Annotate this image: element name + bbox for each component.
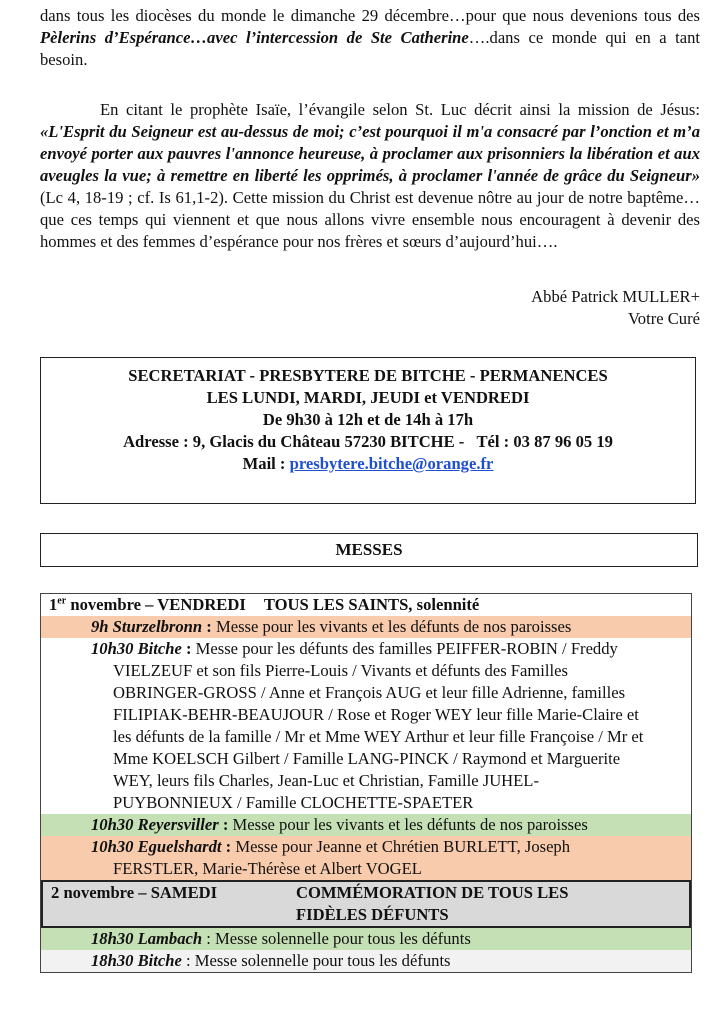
mass-time-place: 10h30 Eguelshardt (91, 837, 222, 856)
sep: : (221, 837, 236, 856)
sep: : (202, 617, 216, 636)
messes-table (40, 593, 692, 973)
mass-time-place: 18h30 Lambach (91, 929, 203, 948)
secretariat-box (40, 357, 696, 504)
sep: : (181, 639, 196, 658)
sep: : (218, 815, 233, 834)
text: ….dans ce monde qui en a tant besoin. (40, 28, 701, 69)
mass-intention: Messe pour Jeanne et Chrétien BURLETT, Joseph FERSTLER, Marie-Thérèse et Albert VOGEL (113, 837, 571, 878)
signature (531, 286, 700, 330)
mass-entry (41, 616, 691, 638)
mass-intention: Messe pour les vivants et les défunts de nos paroisses (215, 617, 572, 636)
emphasis: Pèlerins d’Espérance…avec l’intercession de Ste Catherine (40, 28, 469, 47)
date: 2 novembre – SAMEDI (51, 883, 218, 902)
mail-label: Mail : (242, 454, 290, 473)
mass-entry (41, 928, 691, 950)
secretariat-line: SECRETARIAT - PRESBYTERE DE BITCHE - PERMANENCES (128, 366, 608, 385)
mass-entry (41, 836, 691, 880)
quote: «L'Esprit du Seigneur est au-dessus de moi; c’est pourquoi il m'a consacré par l’onction et m’a envoyé porter aux pauvres l'annonce heureuse, à proclamer aux prisonniers la libération et aux aveugles la vue; à remettre en liberté les opprimés, à proclamer l'année de grâce du Seigneur» (40, 122, 700, 185)
mass-intention: Messe pour les vivants et les défunts de nos paroisses (232, 815, 588, 834)
date: 1 (49, 595, 58, 614)
mass-time-place: 10h30 Bitche (91, 639, 182, 658)
intro-paragraph-2 (40, 99, 700, 253)
text: En citant le prophète Isaïe, l’évangile selon St. Luc décrit ainsi la mission de Jésus: (100, 100, 700, 119)
signature-title: Votre Curé (627, 309, 700, 328)
feast: COMMÉMORATION DE TOUS LES FIDÈLES DÉFUNTS (296, 883, 569, 924)
mass-time-place: 10h30 Reyersviller (91, 815, 219, 834)
mass-entry (41, 950, 691, 972)
text: dans tous les diocèses du monde le dimanche 29 décembre…pour que nous devenions tous des (40, 6, 700, 25)
feast: TOUS LES SAINTS, solennité (263, 595, 480, 614)
intro-paragraph-1 (40, 5, 700, 71)
text: (Lc 4, 18-19 ; cf. Is 61,1-2). Cette mission du Christ est devenue nôtre au jour de notre baptême…que ces temps qui viennent et que nous allons vivre ensemble nous encouragent à devenir des hommes et des femmes d’espérance pour nos frères et sœurs d’aujourd’hui…. (40, 188, 700, 251)
secretariat-line: De 9h30 à 12h et de 14h à 17h (262, 410, 474, 429)
mass-entry (41, 638, 691, 814)
mass-time-place: 18h30 Bitche (91, 951, 182, 970)
date: novembre – VENDREDI (66, 595, 246, 614)
signature-name: Abbé Patrick MULLER+ (531, 287, 700, 306)
mass-entry (41, 814, 691, 836)
sep: : (181, 951, 195, 970)
mass-intention: Messe solennelle pour tous les défunts (194, 951, 451, 970)
day-header (41, 880, 691, 928)
date-sup: er (57, 595, 67, 607)
mass-intention: Messe pour les défunts des familles PEIFFER-ROBIN / Freddy VIELZEUF et son fils Pierre-Louis / Vivants et défunts des Familles OBRINGER-GROSS / Anne et François AUG et leur fille Adrienne, familles FILIPIAK-BEHR-BEAUJOUR / Rose et Roger WEY leur fille Marie-Claire et les défunts de la famille / Mr et Mme WEY Arthur et leur fille Françoise / Mr et Mme KOELSCH Gilbert / Famille LANG-PINCK / Raymond et Marguerite WEY, leurs fils Charles, Jean-Luc et Christian, Famille JUHEL-PUYBONNIEUX / Famille CLOCHETTE-SPAETER (113, 639, 644, 812)
secretariat-line: LES LUNDI, MARDI, JEUDI et VENDREDI (206, 388, 530, 407)
secretariat-mail (41, 453, 695, 475)
mass-time-place: 9h Sturzelbronn (91, 617, 203, 636)
messes-title: MESSES (40, 533, 698, 567)
mail-link[interactable]: presbytere.bitche@orange.fr (289, 454, 494, 473)
secretariat-line: Adresse : 9, Glacis du Château 57230 BITCHE - Tél : 03 87 96 05 19 (123, 432, 613, 451)
sep: : (202, 929, 216, 948)
mass-intention: Messe solennelle pour tous les défunts (215, 929, 471, 948)
day-header (41, 594, 691, 616)
